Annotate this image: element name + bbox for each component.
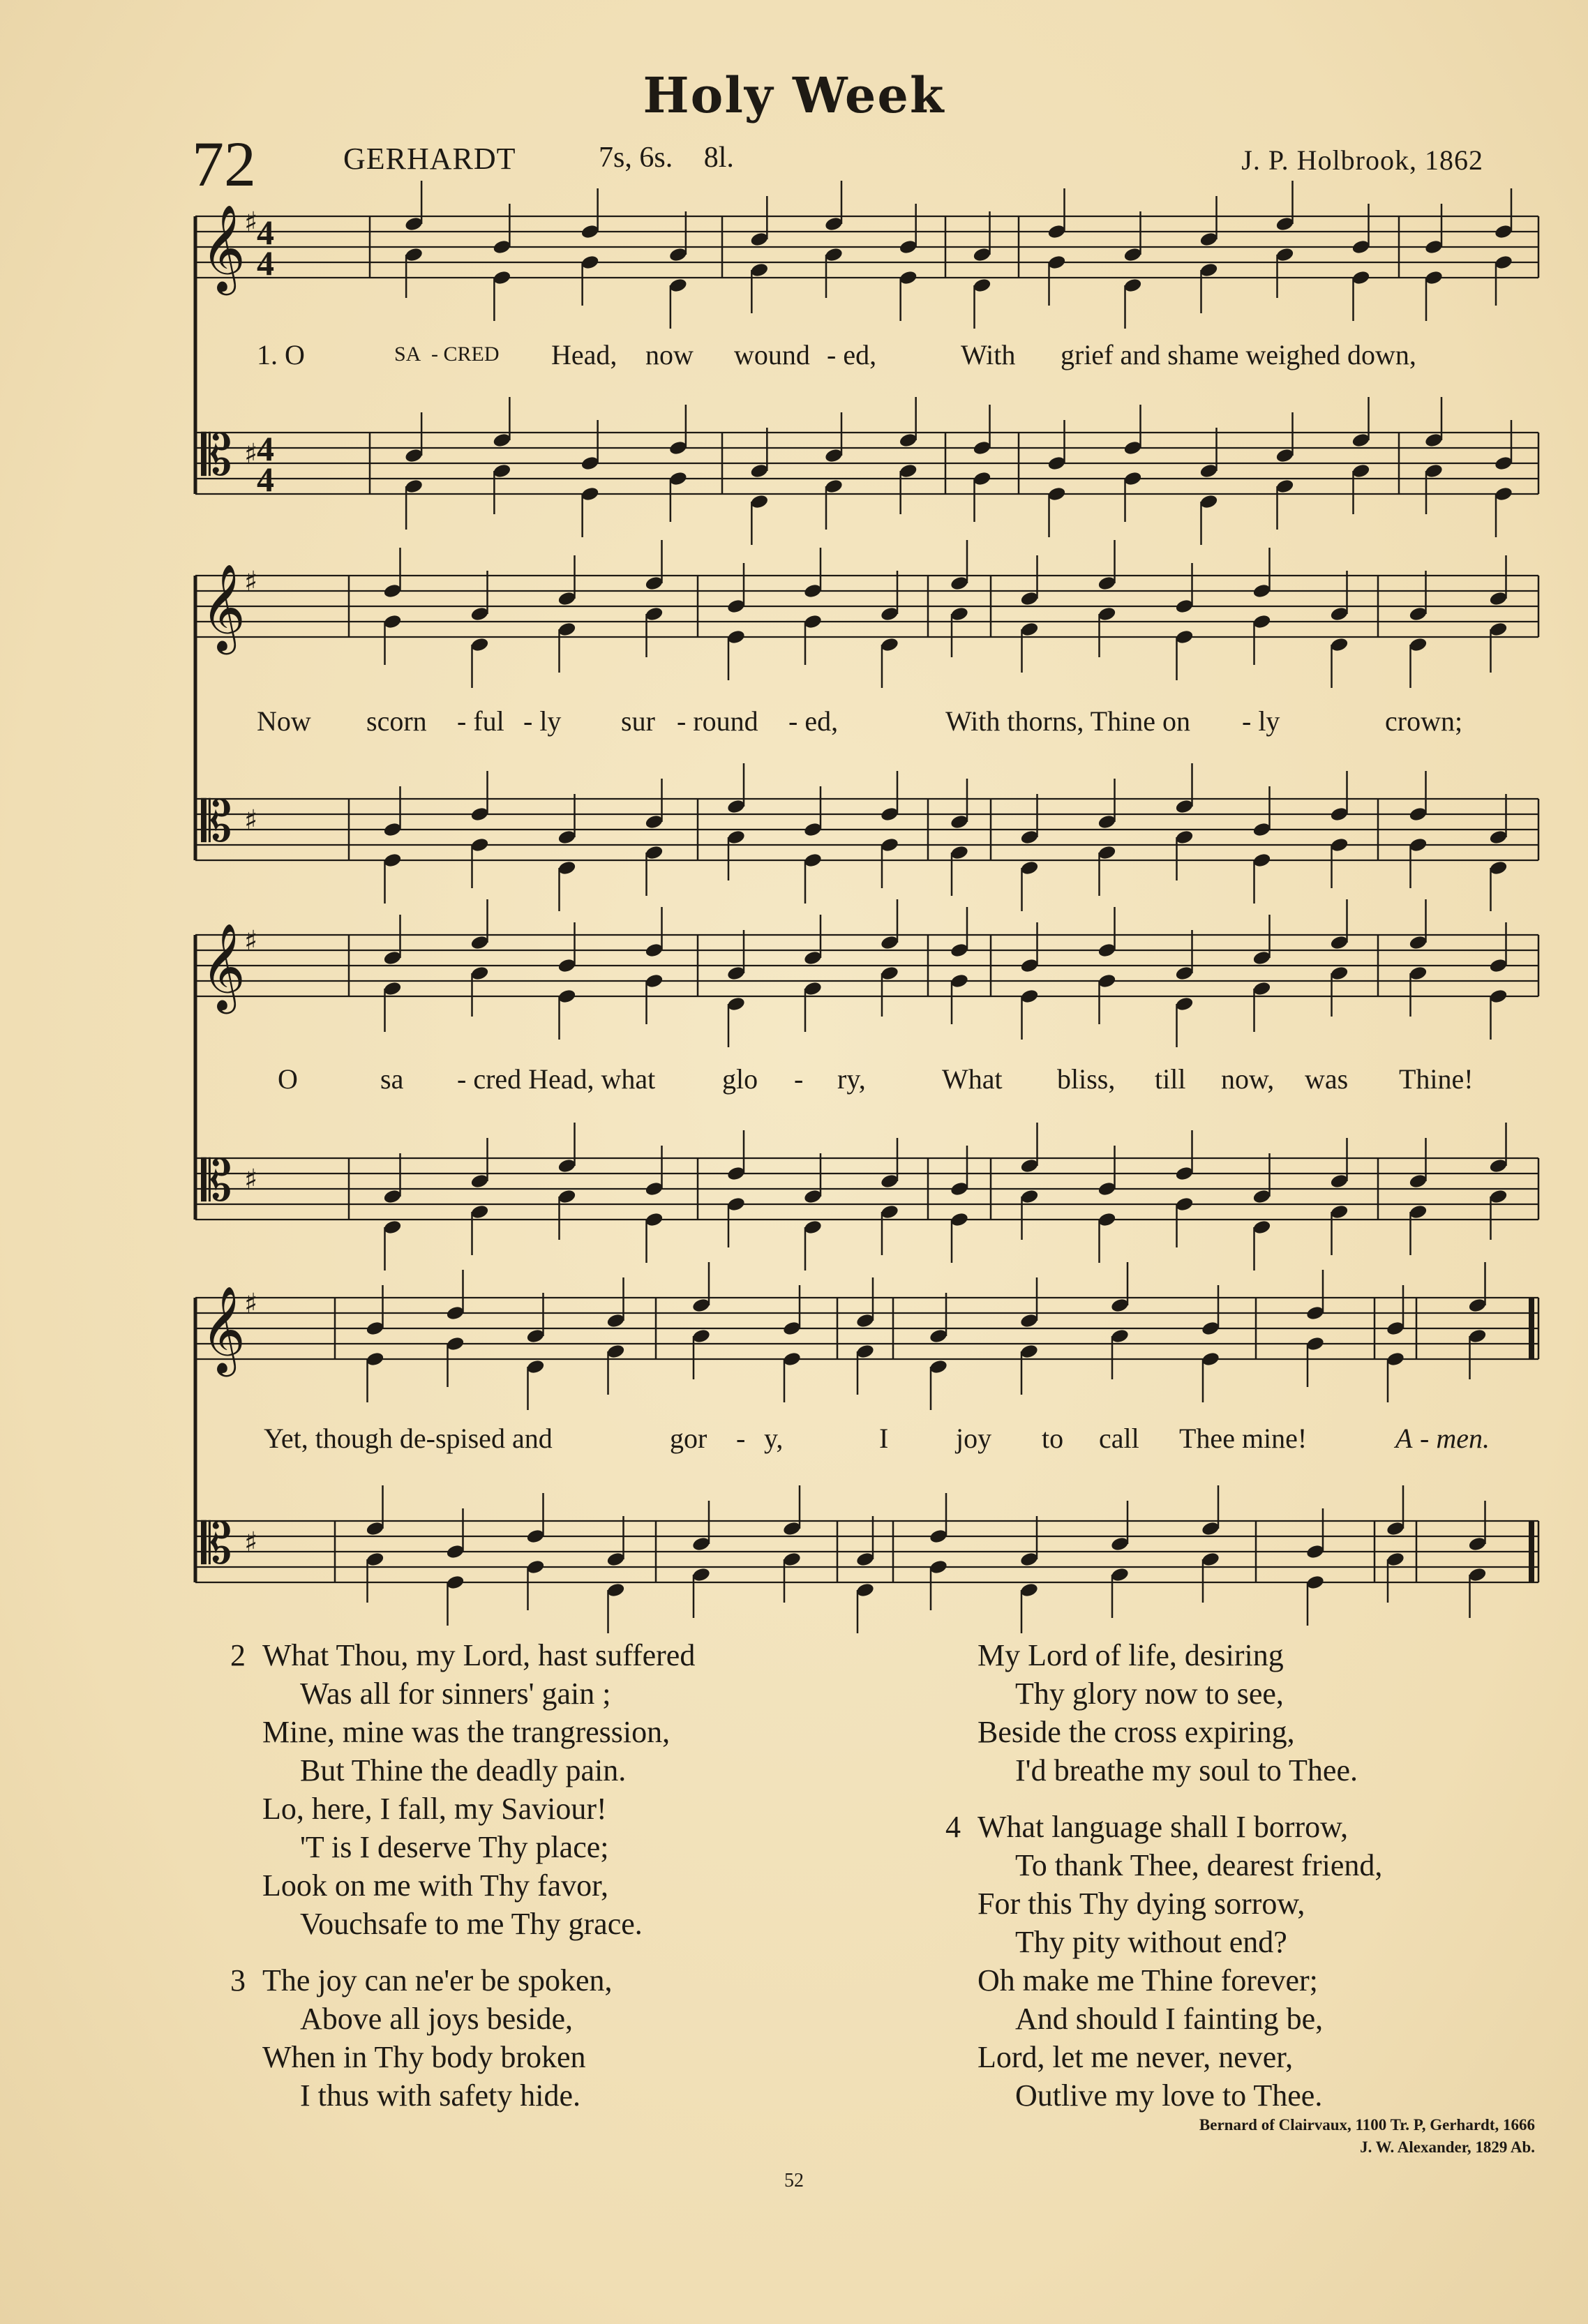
lyric-syllable: - ful	[457, 705, 504, 737]
lyric-syllable: - ly	[1242, 705, 1280, 737]
verse-line: My Lord of life, desiring	[977, 1638, 1284, 1672]
lyric-syllable: ry,	[837, 1063, 866, 1095]
section-title: Holy Week	[643, 66, 945, 124]
verse-line: Lo, here, I fall, my Saviour!	[262, 1792, 607, 1826]
lyric-syllable: Thee mine!	[1179, 1423, 1308, 1454]
lyric-line-4	[195, 1422, 1538, 1457]
svg-text:𝄡: 𝄡	[201, 1511, 232, 1576]
lyric-syllable: Now	[257, 705, 311, 737]
svg-text:4: 4	[257, 429, 274, 468]
lyric-syllable: -	[736, 1423, 746, 1454]
lyric-syllable: bliss,	[1057, 1063, 1116, 1095]
svg-text:4: 4	[257, 243, 274, 283]
lyric-syllable: - men.	[1420, 1423, 1490, 1454]
verse-line: For this Thy dying sorrow,	[977, 1887, 1305, 1921]
lyric-syllable: Head,	[551, 339, 617, 370]
verse-line: I thus with safety hide.	[300, 2078, 581, 2113]
lyric-syllable: crown;	[1385, 705, 1463, 737]
verse-line: Was all for sinners' gain ;	[300, 1677, 611, 1711]
svg-text:𝄞: 𝄞	[201, 1286, 246, 1373]
verse-text: The joy can ne'er be spoken,	[262, 1963, 613, 1997]
verse-line: Oh make me Thine forever;	[977, 1963, 1318, 1997]
lyric-syllable: - CRED	[431, 343, 500, 366]
verse-number: 2	[230, 1638, 246, 1672]
svg-text:𝄡: 𝄡	[201, 1148, 232, 1213]
svg-text:♯: ♯	[244, 1164, 258, 1196]
lyric-line-3	[195, 1063, 1538, 1097]
verse-line: Above all joys beside,	[300, 2002, 574, 2036]
verse-line: Outlive my love to Thee.	[1015, 2078, 1323, 2113]
verse-line: Vouchsafe to me Thy grace.	[300, 1907, 643, 1941]
verse-line	[230, 1961, 695, 2000]
verse-line: To thank Thee, dearest friend,	[1015, 1848, 1383, 1882]
lyric-syllable: till	[1155, 1063, 1186, 1095]
lyric-syllable: glo	[722, 1063, 758, 1095]
lyric-syllable: -	[794, 1063, 804, 1095]
svg-text:4: 4	[257, 460, 274, 499]
svg-text:♯: ♯	[244, 925, 258, 957]
svg-text:♯: ♯	[244, 1288, 258, 1320]
lyric-syllable: sur	[621, 705, 655, 737]
lyric-syllable: With thorns, Thine on	[945, 705, 1190, 737]
verse-3	[230, 1961, 695, 2115]
lyric-syllable: - round	[677, 705, 758, 737]
verse-line: Thy glory now to see,	[1015, 1677, 1284, 1711]
music-system-4	[195, 1284, 1538, 1605]
lyric-syllable: Yet, though de-spised and	[264, 1423, 553, 1454]
svg-text:♯: ♯	[244, 804, 258, 837]
verse-text: What language shall I borrow,	[977, 1810, 1349, 1844]
verse-text: What Thou, my Lord, hast suffered	[262, 1638, 696, 1672]
lyric-syllable: I	[879, 1423, 889, 1454]
verse-number: 4	[945, 1810, 961, 1844]
meter-syllables: 7s, 6s.	[599, 142, 673, 174]
lyric-syllable: gor	[670, 1423, 707, 1454]
lyric-syllable: y,	[764, 1423, 784, 1454]
verse-line: Beside the cross expiring,	[977, 1715, 1295, 1749]
text-credits	[1033, 2114, 1535, 2159]
tune-name: GERHARDT	[343, 142, 516, 176]
svg-text:♯: ♯	[244, 207, 258, 239]
verses-right-column	[945, 1636, 1382, 2133]
svg-text:♯: ♯	[244, 566, 258, 598]
lyric-syllable: to	[1042, 1423, 1064, 1454]
lyric-syllable: What	[942, 1063, 1003, 1095]
lyric-syllable: grief and shame weighed down,	[1061, 339, 1416, 370]
lyric-syllable: - ly	[523, 705, 562, 737]
lyric-line-1	[195, 338, 1538, 373]
hymn-number: 72	[192, 128, 256, 200]
music-system-3	[195, 921, 1538, 1249]
verse-line: 'T is I deserve Thy place;	[300, 1830, 609, 1864]
svg-text:4: 4	[257, 213, 274, 252]
verse-line: When in Thy body broken	[262, 2040, 586, 2074]
lyric-syllable: - ed,	[827, 339, 877, 370]
credit-line-2: J. W. Alexander, 1829 Ab.	[1360, 2138, 1535, 2156]
meter	[599, 141, 758, 174]
lyric-syllable: now	[645, 339, 694, 370]
meter-lines: 8l.	[703, 142, 734, 174]
lyric-syllable: now,	[1221, 1063, 1275, 1095]
verses-left-column	[230, 1636, 695, 2133]
verse-line	[230, 1636, 695, 1674]
verse-4	[945, 1808, 1382, 2115]
svg-text:𝄞: 𝄞	[201, 923, 246, 1010]
verse-line: Mine, mine was the trangression,	[262, 1715, 671, 1749]
lyric-syllable: A	[1395, 1423, 1413, 1454]
lyric-syllable: SA	[394, 343, 421, 366]
svg-text:♯: ♯	[244, 1527, 258, 1559]
lyric-syllable: wound	[734, 339, 810, 370]
page-number: 52	[784, 2170, 804, 2191]
verse-line: I'd breathe my soul to Thee.	[1015, 1753, 1358, 1787]
verse-number: 3	[230, 1963, 246, 1997]
lyric-syllable: scorn	[366, 705, 427, 737]
lyric-syllable: call	[1099, 1423, 1139, 1454]
lyric-syllable: joy	[956, 1423, 992, 1454]
credit-line-1: Bernard of Clairvaux, 1100 Tr. P, Gerhardt, 1666	[1199, 2116, 1535, 2134]
lyric-syllable: sa	[380, 1063, 404, 1095]
lyric-line-2	[195, 705, 1538, 740]
verse-line: And should I fainting be,	[1015, 2002, 1324, 2036]
lyric-syllable: With	[961, 339, 1016, 370]
verse-line: Look on me with Thy favor,	[262, 1868, 609, 1903]
lyric-syllable: - cred Head, what	[457, 1063, 656, 1095]
lyric-syllable: Thine!	[1399, 1063, 1474, 1095]
verse-line: Thy pity without end?	[1015, 1925, 1287, 1959]
svg-text:𝄡: 𝄡	[201, 423, 232, 488]
svg-text:♯: ♯	[244, 438, 258, 470]
verse-line	[945, 1808, 1382, 1846]
lyric-syllable: O	[278, 1063, 298, 1095]
lyric-syllable: 1. O	[257, 339, 305, 370]
verse-line: Lord, let me never, never,	[977, 2040, 1294, 2074]
lyric-syllable: was	[1305, 1063, 1349, 1095]
verse-3-continued	[945, 1636, 1382, 1790]
composer-credit: J. P. Holbrook, 1862	[1241, 144, 1483, 176]
music-system-2	[195, 558, 1538, 879]
verse-2	[230, 1636, 695, 1943]
svg-text:𝄞: 𝄞	[201, 564, 246, 651]
music-system-1	[195, 195, 1538, 516]
svg-text:𝄞: 𝄞	[201, 204, 246, 292]
verse-line: But Thine the deadly pain.	[300, 1753, 627, 1787]
lyric-syllable: - ed,	[788, 705, 839, 737]
svg-text:𝄡: 𝄡	[201, 789, 232, 854]
